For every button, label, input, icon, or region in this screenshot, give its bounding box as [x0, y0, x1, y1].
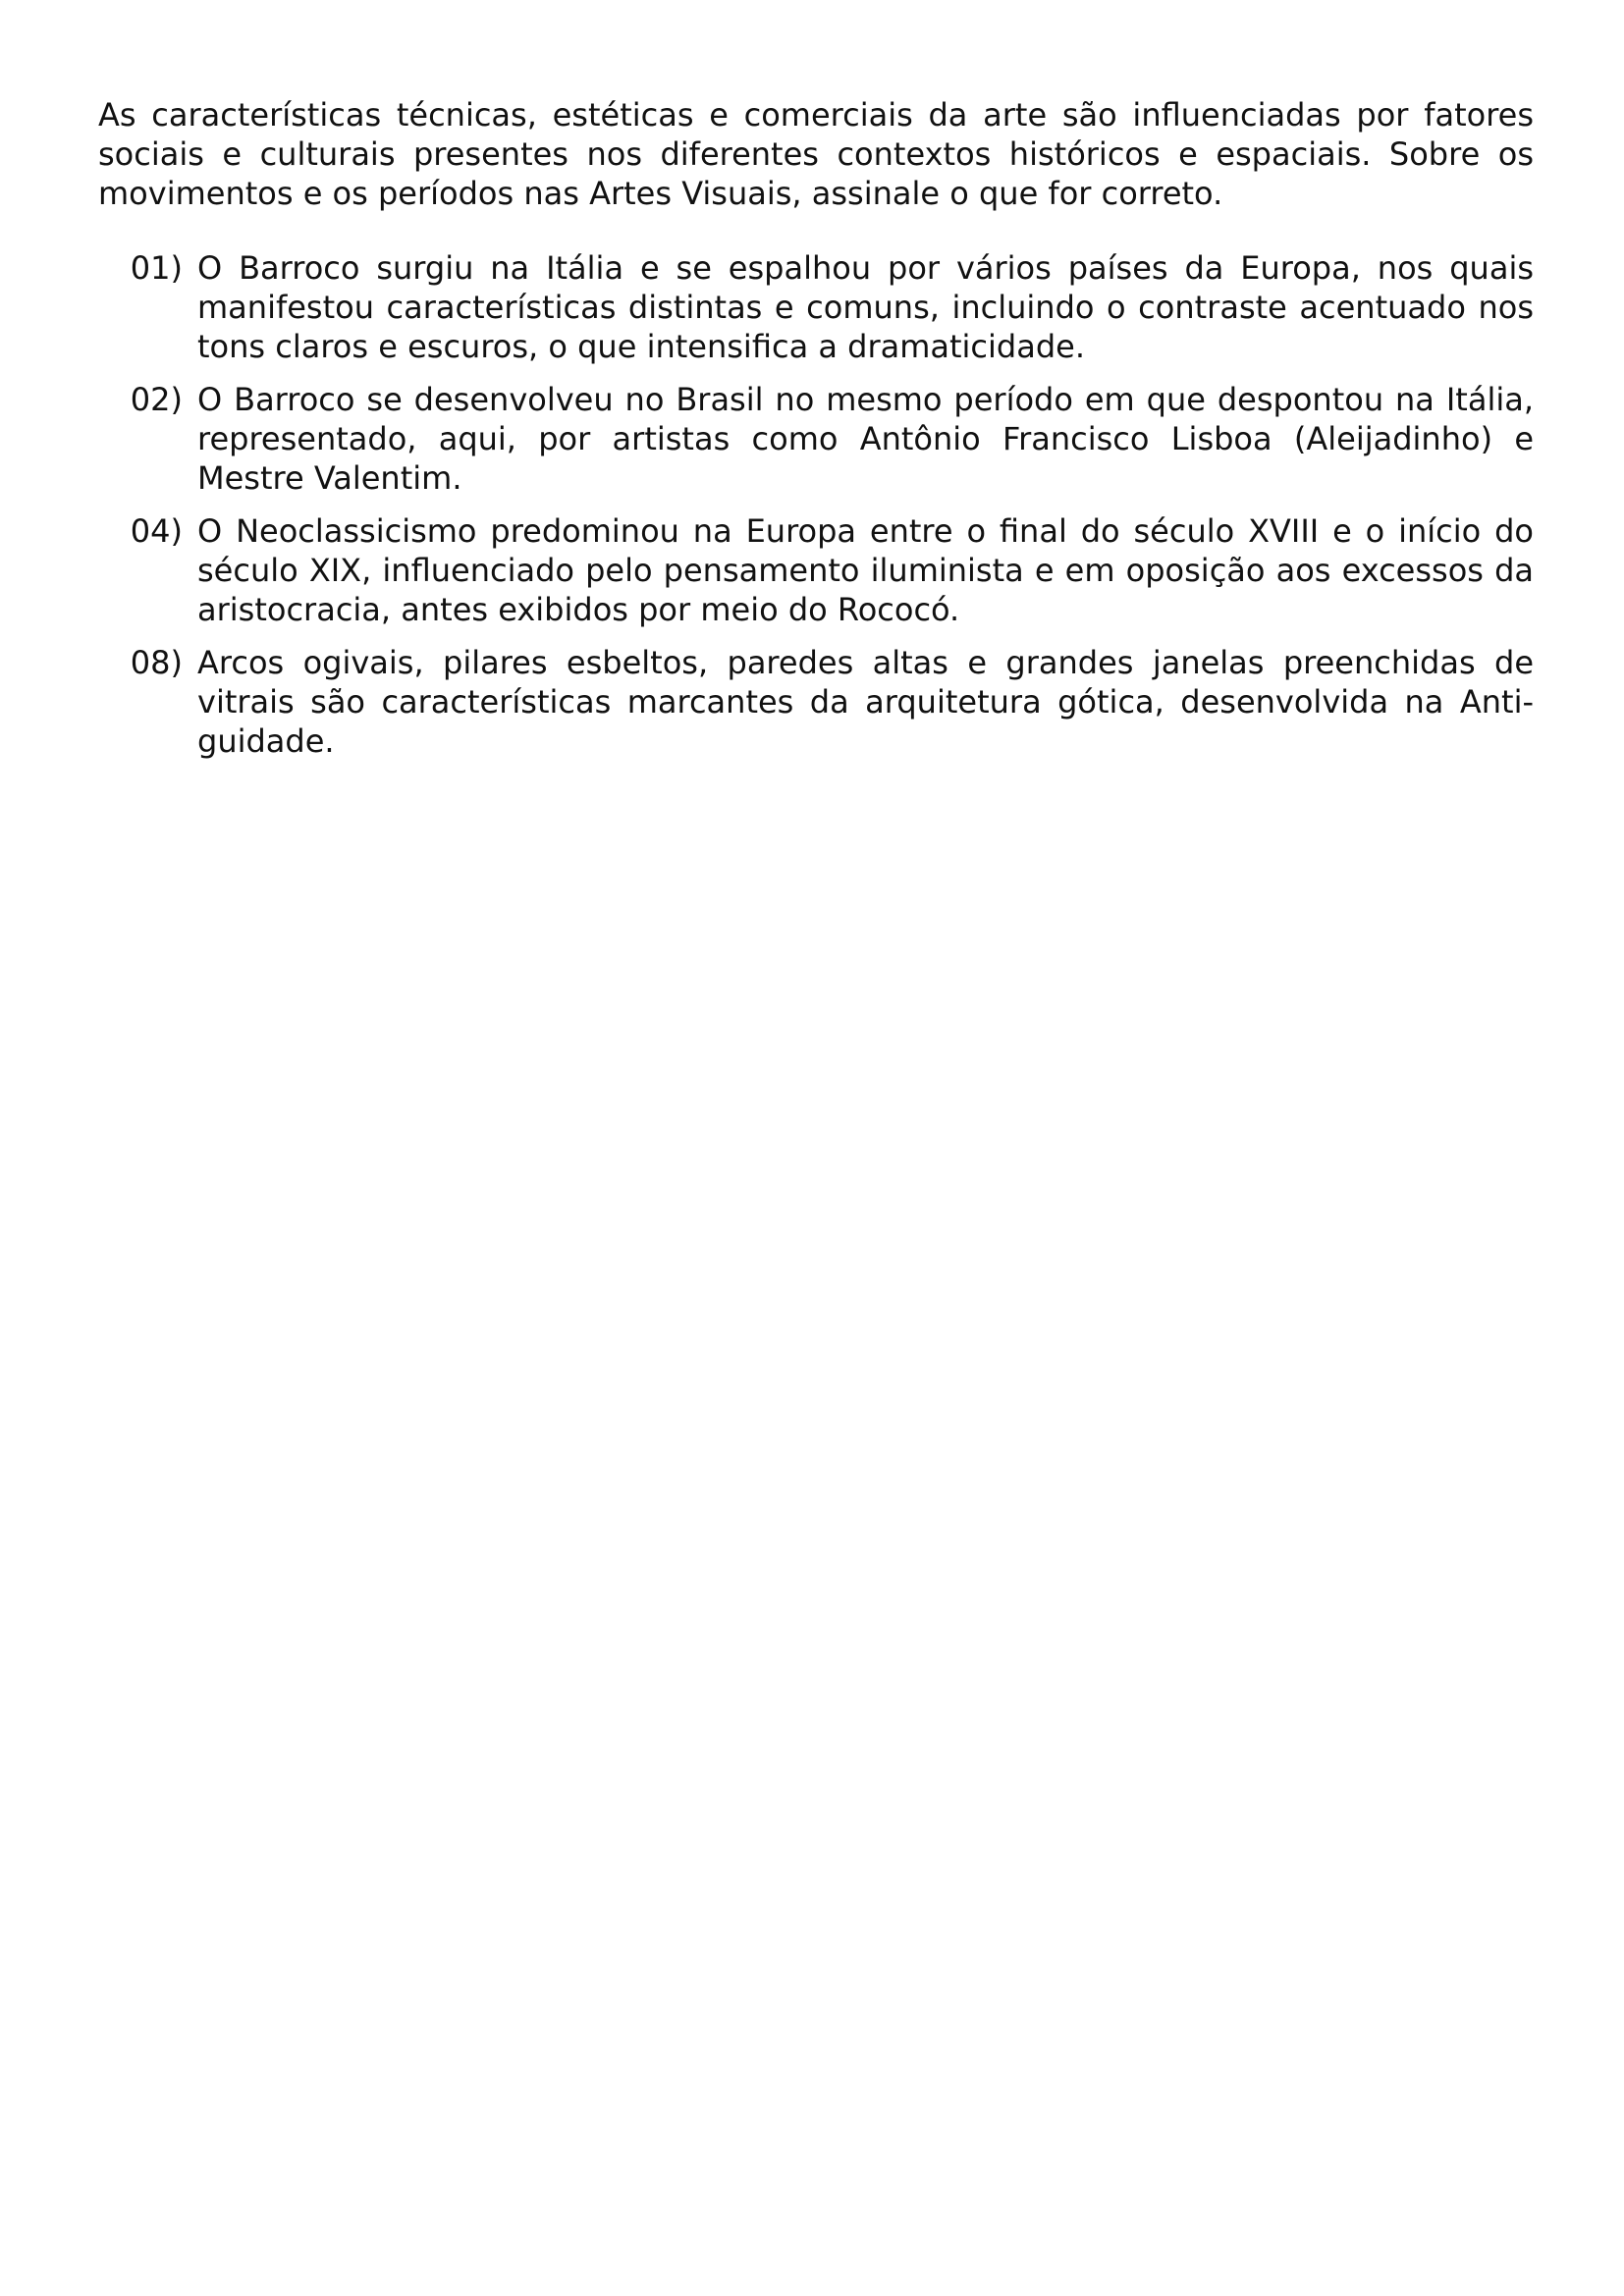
option-number: 04) — [130, 512, 183, 550]
answer-option-02 — [98, 380, 1534, 498]
question-intro: As características técnicas, estéticas e comerciais da arte são influenciadas por fatores sociais e culturais presentes nos diferentes contextos históricos e espaciais. Sobre os movimentos e os períodos nas Artes Visuais, assinale o que for correto. — [98, 96, 1534, 212]
answer-option-04 — [98, 511, 1534, 629]
option-text: Arcos ogivais, pilares esbeltos, paredes altas e grandes janelas preenchidas de vitrais são características marcantes da arquitetura gótica, desenvolvida na Antiguidade. — [197, 644, 1534, 760]
option-number: 08) — [130, 644, 183, 681]
option-text: O Neoclassicismo predominou na Europa entre o final do século XVIII e o início do século XIX, influenciado pelo pensamento iluminista e em oposição aos excessos da aristocracia, antes exibidos por meio do Rococó. — [197, 512, 1534, 628]
document-page — [98, 95, 1534, 774]
option-text: O Barroco surgiu na Itália e se espalhou por vários países da Europa, nos quais manifestou características distintas e comuns, incluindo o contraste acentuado nos tons claros e escuros, o que intensifica a dramaticidade. — [197, 249, 1534, 365]
option-text: O Barroco se desenvolveu no Brasil no mesmo período em que despontou na Itália, representado, aqui, por artistas como Antônio Francisco Lisboa (Aleijadinho) e Mestre Valentim. — [197, 381, 1534, 497]
answer-option-08 — [98, 643, 1534, 761]
answer-options-list — [98, 248, 1534, 761]
answer-option-01 — [98, 248, 1534, 366]
option-number: 01) — [130, 249, 183, 287]
option-number: 02) — [130, 381, 183, 418]
